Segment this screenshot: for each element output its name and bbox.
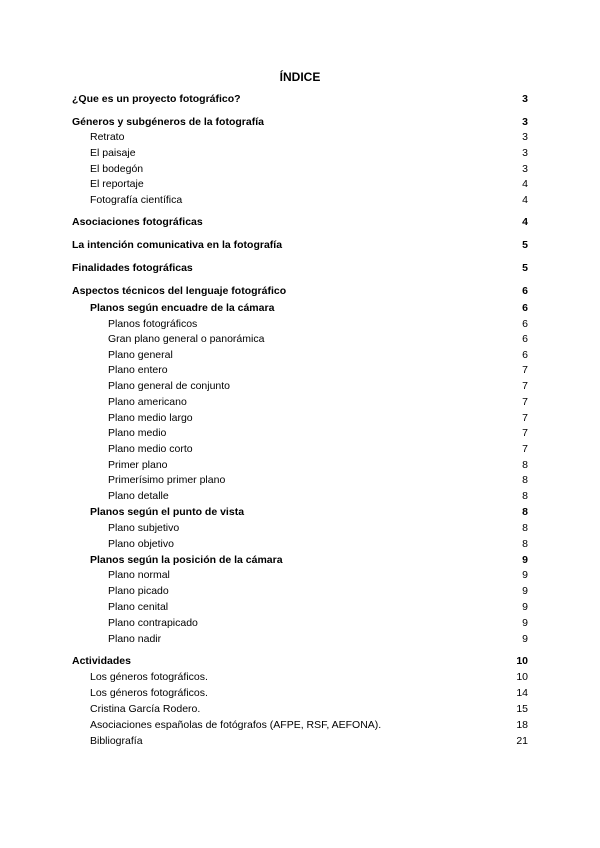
toc-entry-page: 5 <box>522 262 528 274</box>
toc-entry-page: 6 <box>522 333 528 345</box>
toc-entry[interactable] <box>0 458 600 472</box>
toc-entry-page: 3 <box>522 131 528 143</box>
toc-entry[interactable] <box>0 238 600 252</box>
toc-entry[interactable] <box>0 215 600 229</box>
toc-entry-label: Aspectos técnicos del lenguaje fotográfico <box>72 285 287 297</box>
toc-entry-label: Géneros y subgéneros de la fotografía <box>72 116 264 128</box>
toc-entry[interactable] <box>0 473 600 487</box>
toc-entry[interactable] <box>0 177 600 191</box>
toc-entry[interactable] <box>0 395 600 409</box>
toc-entry-label: Plano picado <box>108 585 169 597</box>
toc-entry[interactable] <box>0 317 600 331</box>
toc-entry[interactable] <box>0 537 600 551</box>
toc-entry-page: 7 <box>522 412 528 424</box>
toc-entry[interactable] <box>0 130 600 144</box>
toc-entry-page: 9 <box>522 633 528 645</box>
toc-entry[interactable] <box>0 348 600 362</box>
toc-entry-label: Plano americano <box>108 396 187 408</box>
toc-entry[interactable] <box>0 718 600 732</box>
toc-entry[interactable] <box>0 162 600 176</box>
toc-entry-label: La intención comunicativa en la fotografía <box>72 239 283 251</box>
toc-entry[interactable] <box>0 686 600 700</box>
toc-entry-page: 4 <box>522 194 528 206</box>
toc-entry-page: 15 <box>516 703 528 715</box>
toc-entry-page: 8 <box>522 506 528 518</box>
toc-entry-label: Asociaciones fotográficas <box>72 216 203 228</box>
toc-entry-label: Asociaciones españolas de fotógrafos (AFPE, RSF, AEFONA). <box>90 719 382 731</box>
toc-entry-page: 21 <box>516 735 528 747</box>
toc-entry[interactable] <box>0 702 600 716</box>
toc-entry-label: Plano cenital <box>108 601 169 613</box>
toc-entry-label: Cristina García Rodero. <box>90 703 201 715</box>
toc-entry-label: Primerísimo primer plano <box>108 474 226 486</box>
toc-entry[interactable] <box>0 261 600 275</box>
toc-entry-label: El reportaje <box>90 178 144 190</box>
toc-entry[interactable] <box>0 654 600 668</box>
toc-entry-page: 10 <box>516 671 528 683</box>
toc-entry-label: Planos según la posición de la cámara <box>90 554 283 566</box>
toc-entry-page: 9 <box>522 617 528 629</box>
toc-entry-page: 3 <box>522 163 528 175</box>
toc-entry[interactable] <box>0 411 600 425</box>
toc-entry-label: Plano normal <box>108 569 170 581</box>
toc-entry[interactable] <box>0 632 600 646</box>
toc-entry[interactable] <box>0 115 600 129</box>
toc-entry-page: 8 <box>522 538 528 550</box>
toc-entry-label: Retrato <box>90 131 125 143</box>
toc-entry[interactable] <box>0 426 600 440</box>
toc-entry[interactable] <box>0 521 600 535</box>
toc-entry-page: 7 <box>522 396 528 408</box>
toc-entry-page: 4 <box>522 178 528 190</box>
toc-entry[interactable] <box>0 92 600 106</box>
toc-entry-label: El paisaje <box>90 147 136 159</box>
toc-entry[interactable] <box>0 301 600 315</box>
toc-entry-label: Primer plano <box>108 459 168 471</box>
toc-entry-page: 7 <box>522 380 528 392</box>
toc-entry-page: 6 <box>522 285 528 297</box>
toc-entry-label: Plano general <box>108 349 173 361</box>
toc-entry-label: Los géneros fotográficos. <box>90 687 208 699</box>
toc-entry-page: 9 <box>522 554 528 566</box>
toc-entry-label: Plano entero <box>108 364 168 376</box>
toc-entry-page: 9 <box>522 585 528 597</box>
toc-entry[interactable] <box>0 489 600 503</box>
toc-entry[interactable] <box>0 568 600 582</box>
toc-entry[interactable] <box>0 553 600 567</box>
toc-entry-label: Plano general de conjunto <box>108 380 231 392</box>
toc-entry[interactable] <box>0 584 600 598</box>
toc-entry-label: Planos según encuadre de la cámara <box>90 302 275 314</box>
toc-entry[interactable] <box>0 442 600 456</box>
toc-entry-label: ¿Que es un proyecto fotográfico? <box>72 93 241 105</box>
toc-entry-page: 8 <box>522 522 528 534</box>
toc-entry-label: Planos fotográficos <box>108 318 198 330</box>
toc-entry-page: 9 <box>522 569 528 581</box>
toc-entry-page: 8 <box>522 459 528 471</box>
toc-entry[interactable] <box>0 670 600 684</box>
toc-entry-label: Planos según el punto de vista <box>90 506 245 518</box>
toc-entry[interactable] <box>0 284 600 298</box>
toc-entry-label: El bodegón <box>90 163 144 175</box>
toc-entry-page: 8 <box>522 474 528 486</box>
toc-entry-page: 10 <box>516 655 528 667</box>
toc-entry-page: 14 <box>516 687 528 699</box>
toc-entry-label: Bibliografía <box>90 735 143 747</box>
page-title: ÍNDICE <box>279 70 321 84</box>
toc-entry-label: Actividades <box>72 655 131 667</box>
toc-entry-label: Plano detalle <box>108 490 169 502</box>
toc-entry-page: 18 <box>516 719 528 731</box>
toc-entry-label: Plano medio largo <box>108 412 193 424</box>
toc-entry-page: 7 <box>522 364 528 376</box>
toc-entry-label: Plano subjetivo <box>108 522 180 534</box>
toc-entry-page: 3 <box>522 116 528 128</box>
toc-entry-page: 8 <box>522 490 528 502</box>
toc-entry-page: 5 <box>522 239 528 251</box>
toc-entry-page: 7 <box>522 443 528 455</box>
toc-entry-label: Plano contrapicado <box>108 617 198 629</box>
toc-entry-label: Plano medio <box>108 427 167 439</box>
toc-entry[interactable] <box>0 734 600 748</box>
toc-entry[interactable] <box>0 193 600 207</box>
toc-entry[interactable] <box>0 146 600 160</box>
toc-entry-page: 9 <box>522 601 528 613</box>
toc-entry-page: 6 <box>522 302 528 314</box>
toc-entry-page: 3 <box>522 93 528 105</box>
toc-entry-label: Plano medio corto <box>108 443 193 455</box>
toc-entry-page: 7 <box>522 427 528 439</box>
toc-entry-label: Gran plano general o panorámica <box>108 333 265 345</box>
toc-entry[interactable] <box>0 332 600 346</box>
toc-entry-label: Fotografía científica <box>90 194 183 206</box>
toc-entry[interactable] <box>0 363 600 377</box>
toc-entry[interactable] <box>0 616 600 630</box>
toc-entry-page: 6 <box>522 349 528 361</box>
toc-entry-page: 3 <box>522 147 528 159</box>
toc-entry-label: Plano nadir <box>108 633 162 645</box>
toc-entry-label: Plano objetivo <box>108 538 174 550</box>
toc-entry[interactable] <box>0 505 600 519</box>
toc-entry-page: 4 <box>522 216 528 228</box>
toc-entry[interactable] <box>0 379 600 393</box>
toc-entry[interactable] <box>0 600 600 614</box>
toc-entry-label: Finalidades fotográficas <box>72 262 193 274</box>
toc-entry-label: Los géneros fotográficos. <box>90 671 208 683</box>
toc-entry-page: 6 <box>522 318 528 330</box>
